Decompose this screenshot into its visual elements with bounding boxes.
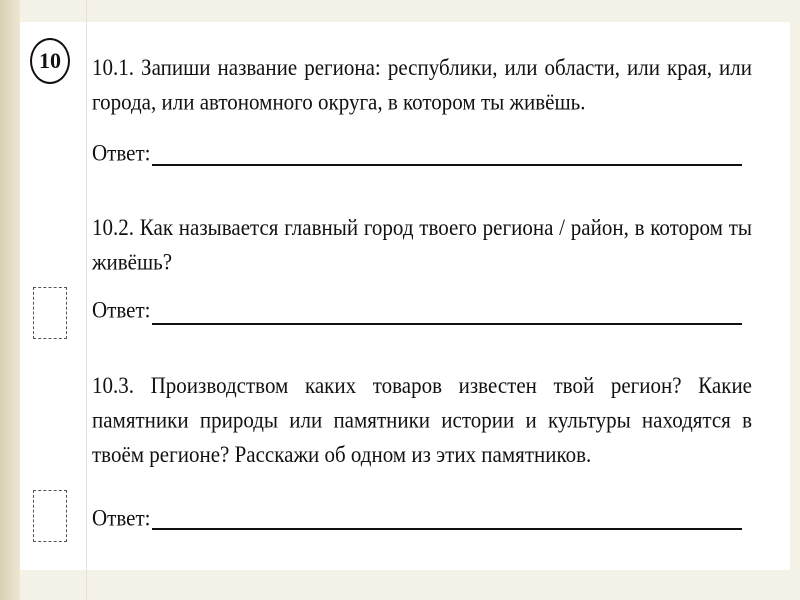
question-10-3: 10.3. Производством каких товаров известен твой регион? Какие памятники природы или памятники истории и культуры находятся в твоём регионе? Расскажи об одном из этих памятников.	[92, 372, 752, 468]
slide-frame-line	[86, 0, 87, 600]
question-10-1: 10.1. Запиши название региона: республики, или области, или края, или города, или автономного округа, в котором ты живёшь.	[92, 54, 752, 115]
answer-field-10-3[interactable]	[152, 528, 742, 530]
answer-label-10-1: Ответ:	[92, 140, 151, 166]
score-box-10-2[interactable]	[33, 287, 67, 339]
slide-left-edge	[0, 0, 20, 600]
answer-label-10-2: Ответ:	[92, 297, 151, 323]
task-number-badge	[30, 38, 70, 84]
task-number: 10	[39, 48, 61, 73]
answer-field-10-1[interactable]	[152, 164, 742, 166]
score-box-10-3[interactable]	[33, 490, 67, 542]
question-10-2: 10.2. Как называется главный город твоего региона / район, в котором ты живёшь?	[92, 214, 752, 275]
answer-field-10-2[interactable]	[152, 323, 742, 325]
answer-label-10-3: Ответ:	[92, 505, 151, 531]
